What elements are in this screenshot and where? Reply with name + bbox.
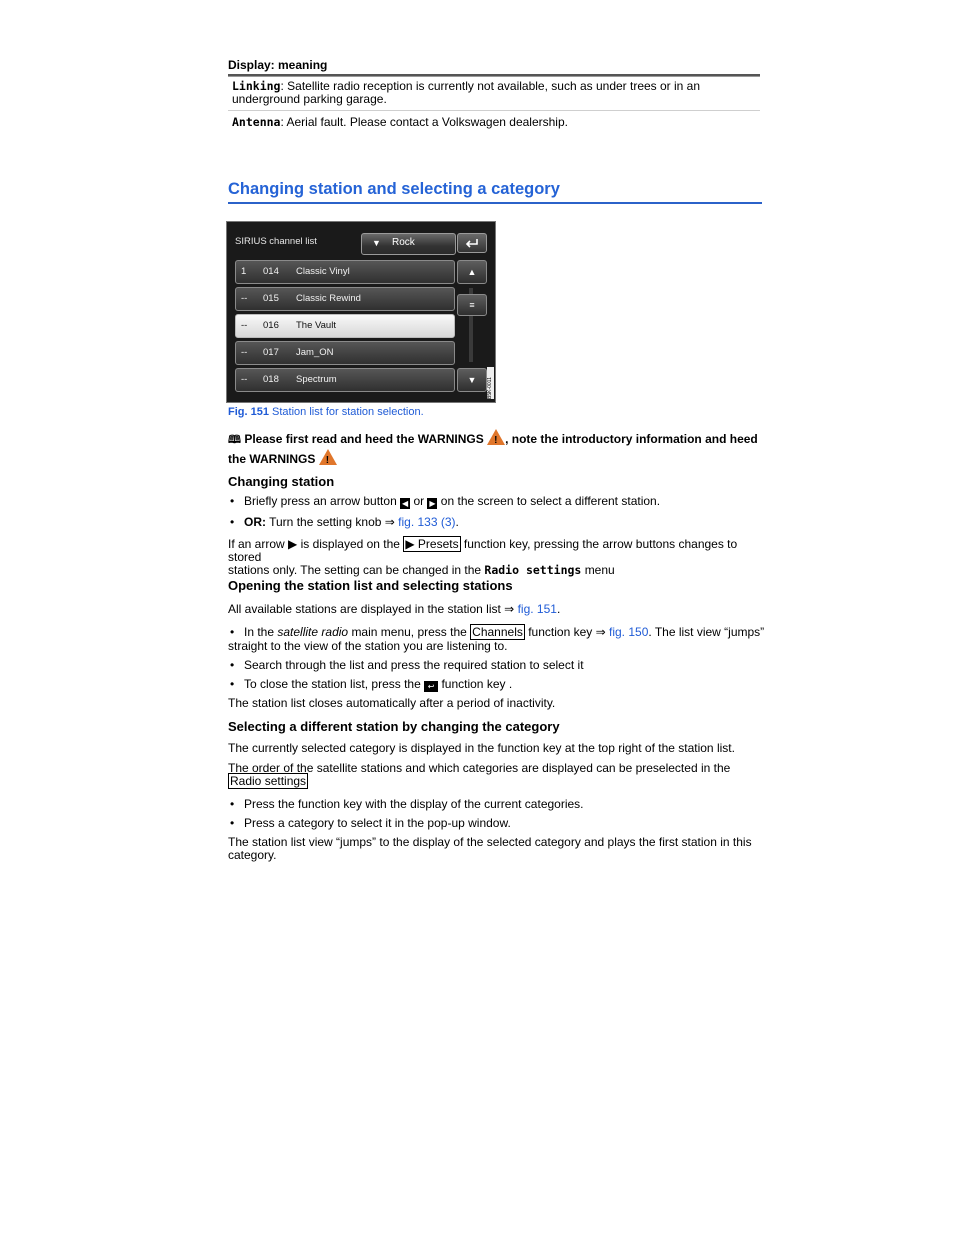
bullet-text: function key . bbox=[441, 677, 513, 691]
bullet-icon: • bbox=[230, 658, 235, 672]
table-row-linking bbox=[232, 80, 752, 106]
station-preset: -- bbox=[241, 293, 248, 304]
para-text: The station list view “jumps” to the display of the selected category and plays the first station in this bbox=[228, 835, 752, 849]
list-item bbox=[228, 659, 768, 672]
para-text: All available stations are displayed in the station list ⇒ bbox=[228, 602, 515, 616]
link-fig-150[interactable]: fig. 150 bbox=[609, 625, 649, 639]
bullet-text: Briefly press an arrow button bbox=[244, 494, 397, 508]
table-row-antenna bbox=[232, 116, 752, 129]
paragraph-order bbox=[228, 762, 768, 788]
station-preset: -- bbox=[241, 347, 248, 358]
station-preset: -- bbox=[241, 320, 248, 331]
category-dropdown-icon: ▼ bbox=[372, 238, 381, 248]
book-icon: 🕮 bbox=[228, 434, 241, 446]
station-list-screen bbox=[226, 221, 496, 403]
figure-caption-text: Station list for station selection. bbox=[272, 406, 424, 418]
station-row[interactable] bbox=[235, 368, 455, 392]
paragraph-all-stations: All available stations are displayed in the station list ⇒ fig. 151. bbox=[228, 602, 561, 616]
back-button[interactable] bbox=[457, 233, 487, 253]
bullet-icon: • bbox=[230, 797, 235, 811]
figure-caption bbox=[228, 406, 424, 418]
menu-lines-icon: ≡ bbox=[469, 300, 475, 310]
paragraph-jumps bbox=[228, 836, 768, 862]
arrow-down-icon: ▼ bbox=[467, 375, 477, 385]
table-row-divider bbox=[228, 110, 760, 111]
bullet-text: or bbox=[413, 494, 425, 508]
list-item bbox=[228, 626, 768, 639]
list-item: • OR: Turn the setting knob ⇒ fig. 133 (3). bbox=[230, 515, 459, 529]
station-channel: 015 bbox=[263, 293, 279, 304]
section-title: Changing station and selecting a category bbox=[228, 180, 762, 204]
note-text-1: Please first read and heed the WARNINGS bbox=[244, 432, 484, 446]
station-channel: 016 bbox=[263, 320, 279, 331]
paragraph-category-display: The currently selected category is displayed in the function key at the top right of the station list. bbox=[228, 741, 735, 755]
station-name: Jam_ON bbox=[296, 347, 334, 358]
para-text: If an arrow ▶ is displayed on the bbox=[228, 537, 400, 551]
bullet-icon: • bbox=[230, 625, 235, 639]
list-item bbox=[228, 798, 768, 811]
bullet-icon: • bbox=[230, 677, 235, 691]
station-row-selected[interactable] bbox=[235, 314, 455, 338]
row-text-antenna: : Aerial fault. Please contact a Volkswagen dealership. bbox=[280, 115, 568, 129]
term-linking: Linking bbox=[232, 79, 281, 93]
list-item bbox=[228, 678, 768, 692]
link-fig-133[interactable]: fig. 133 (3) bbox=[398, 515, 456, 529]
row-text-linking: : Satellite radio reception is currently not available, such as under trees or in an underground parking garage. bbox=[232, 79, 701, 106]
term-antenna: Antenna bbox=[232, 115, 281, 129]
bullet-text: Turn the setting knob ⇒ bbox=[269, 515, 395, 529]
bullet-text: function key ⇒ bbox=[528, 625, 606, 639]
arrow-up-icon: ▲ bbox=[467, 267, 477, 277]
list-item bbox=[228, 817, 768, 830]
station-name: The Vault bbox=[296, 320, 336, 331]
para-text: stations only. The setting can be changed in the bbox=[228, 563, 482, 577]
figure-code: B5K-0011 bbox=[487, 367, 494, 399]
paragraph-presets bbox=[228, 538, 768, 577]
channels-key: Channels bbox=[472, 625, 523, 639]
bullet-icon: • bbox=[230, 515, 235, 529]
station-name: Spectrum bbox=[296, 374, 337, 385]
bullet-icon: • bbox=[230, 494, 235, 508]
bullet-text: on the screen to select a different station. bbox=[440, 494, 661, 508]
station-channel: 017 bbox=[263, 347, 279, 358]
station-row[interactable] bbox=[235, 260, 455, 284]
link-fig-151[interactable]: fig. 151 bbox=[517, 602, 557, 616]
scroll-down-button[interactable] bbox=[457, 368, 487, 392]
station-name: Classic Vinyl bbox=[296, 266, 350, 277]
warning-icon bbox=[319, 449, 337, 465]
figure-label: Fig. 151 bbox=[228, 406, 269, 418]
bullet-text: . The list view “jumps” bbox=[648, 625, 765, 639]
station-channel: 014 bbox=[263, 266, 279, 277]
list-item bbox=[228, 495, 768, 509]
heading-changing-station: Changing station bbox=[228, 474, 335, 489]
screen-title: SIRIUS channel list bbox=[235, 236, 317, 247]
para-text: category. bbox=[228, 848, 277, 862]
bullet-text: Search through the list and press the required station to select it bbox=[244, 658, 584, 672]
table-header-rule bbox=[228, 74, 760, 77]
back-arrow-icon bbox=[465, 237, 479, 249]
back-key-icon: ↩ bbox=[424, 681, 438, 692]
para-text: menu bbox=[584, 563, 615, 577]
bullet-text: Press the function key with the display of the current categories. bbox=[244, 797, 584, 811]
bullet-text: Press a category to select it in the pop-up window. bbox=[244, 816, 511, 830]
station-row[interactable] bbox=[235, 341, 455, 365]
bullet-text: To close the station list, press the bbox=[244, 677, 421, 691]
scroll-up-button[interactable] bbox=[457, 260, 487, 284]
note-text-2: , note the introductory information and heed bbox=[505, 432, 758, 446]
category-button[interactable] bbox=[361, 233, 456, 255]
heading-category: Selecting a different station by changing the category bbox=[228, 719, 560, 734]
station-channel: 018 bbox=[263, 374, 279, 385]
paragraph-auto-close: The station list closes automatically after a period of inactivity. bbox=[228, 696, 556, 710]
arrow-left-key-icon: ◀ bbox=[402, 499, 409, 508]
warning-icon bbox=[487, 429, 505, 445]
heading-opening: Opening the station list and selecting stations bbox=[228, 578, 513, 593]
bullet-text: In the bbox=[244, 625, 275, 639]
bullet-icon: • bbox=[230, 816, 235, 830]
category-label: Rock bbox=[392, 237, 415, 248]
bullet-text: main menu, press the bbox=[351, 625, 467, 639]
bullet-bold: OR: bbox=[244, 515, 266, 529]
radio-settings-menu: Radio settings bbox=[484, 563, 582, 577]
bullet-italic: satellite radio bbox=[277, 625, 349, 639]
station-preset: -- bbox=[241, 374, 248, 385]
presets-key: ▶ Presets bbox=[405, 537, 459, 551]
note-text-3: the WARNINGS bbox=[228, 452, 316, 466]
para-text: The order of the satellite stations and which categories are displayed can be preselected in the bbox=[228, 761, 731, 775]
radio-settings-key: Radio settings bbox=[230, 774, 307, 788]
station-row[interactable] bbox=[235, 287, 455, 311]
bullet-continuation: straight to the view of the station you are listening to. bbox=[228, 639, 508, 653]
station-preset: 1 bbox=[241, 266, 247, 277]
table-header: Display: meaning bbox=[228, 58, 328, 72]
arrow-right-key-icon: ▶ bbox=[429, 499, 436, 508]
station-name: Classic Rewind bbox=[296, 293, 361, 304]
warning-note bbox=[228, 429, 768, 468]
scroll-thumb[interactable] bbox=[457, 294, 487, 316]
para-text: function key, pressing the arrow buttons changes to stored bbox=[228, 537, 738, 564]
